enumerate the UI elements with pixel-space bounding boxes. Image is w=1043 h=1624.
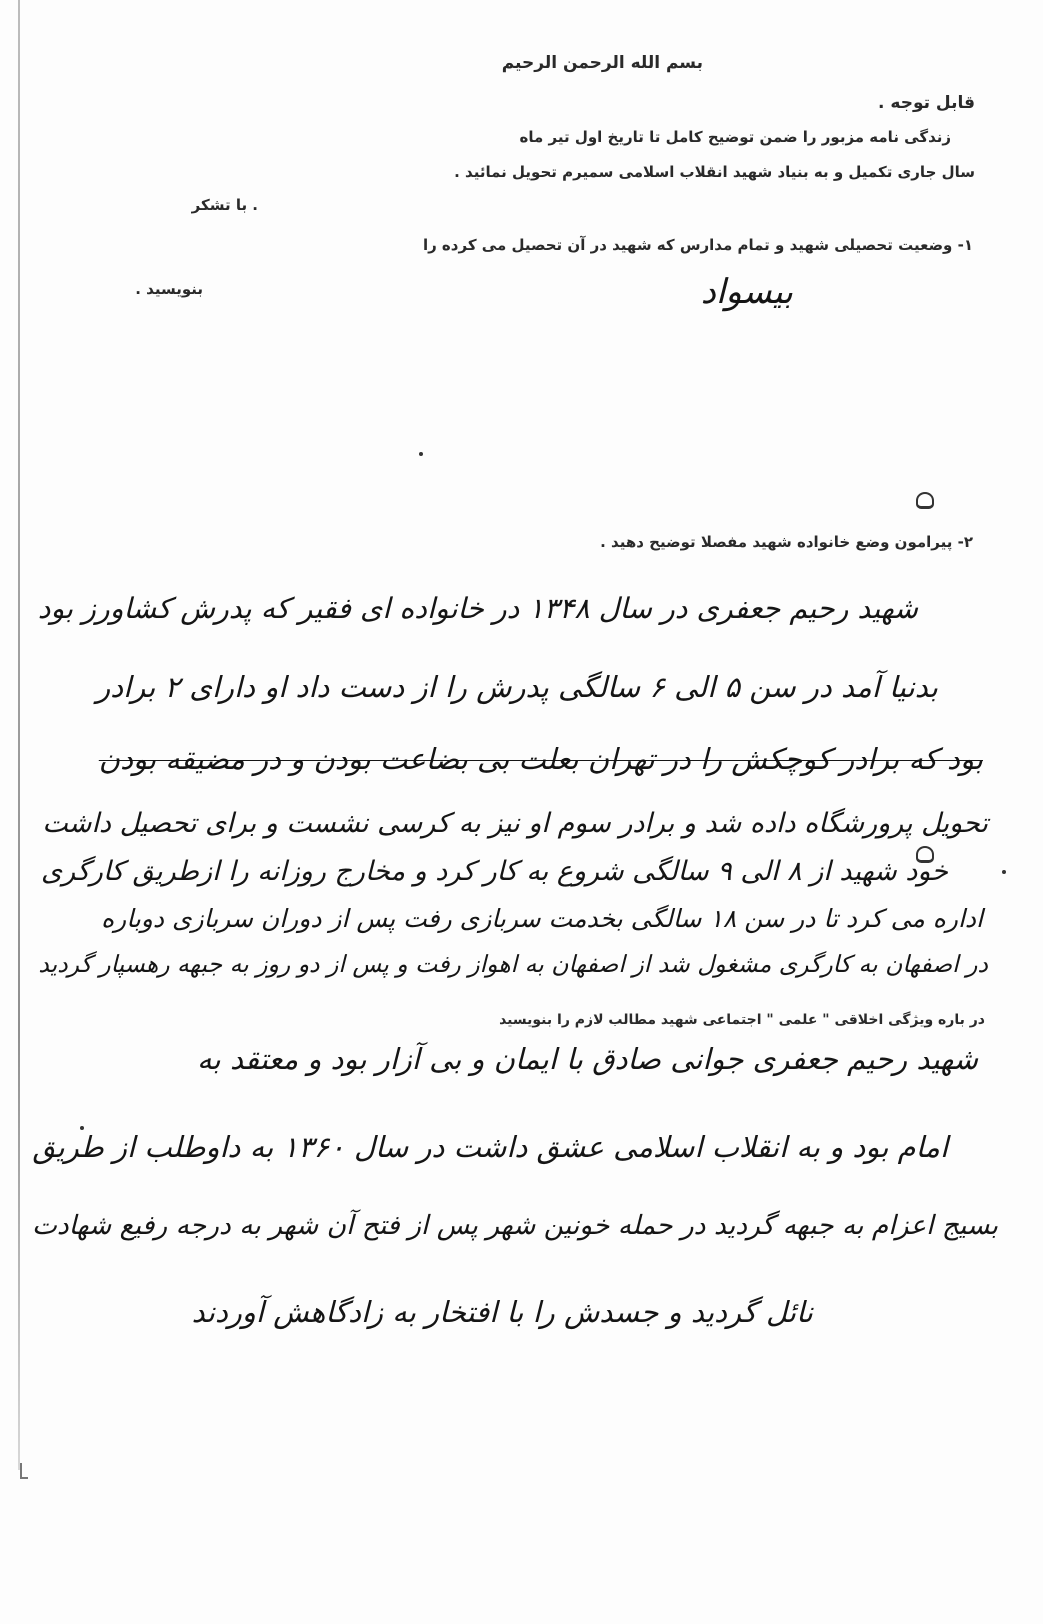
question-3-text: در باره ویژگی اخلاقی " علمی " اجتماعی شهید مطالب لازم را بنویسید [499, 1012, 985, 1028]
question-3-answer-line: نائل گردید و جسدش را با افتخار به زادگاهش آوردند [191, 1295, 813, 1329]
question-2-answer-line: شهید رحیم جعفری در سال ۱۳۴۸ در خانواده ای فقیر که پدرش کشاورز بود [37, 592, 918, 625]
question-3-answer-line: بسیج اعزام به جبهه گردید در حمله خونین شهر پس از فتح آن شهر به درجه رفیع شهادت [31, 1210, 998, 1241]
scan-edge-line [18, 0, 20, 1470]
scan-ring-mark [916, 492, 934, 509]
notice-line-2: سال جاری تکمیل و به بنیاد شهید انقلاب اسلامی سمیرم تحویل نمائید . [454, 163, 975, 181]
notice-thanks: . با تشکر [191, 196, 258, 214]
scan-dot [419, 452, 423, 456]
bismillah-heading: بسم الله الرحمن الرحیم [501, 53, 703, 73]
question-2-answer-line: اداره می کرد تا در سن ۱۸ سالگی بخدمت سربازی رفت پس از دوران سربازی دوباره [101, 904, 983, 933]
question-1-answer: بیسواد [700, 272, 793, 312]
question-1-continuation: بنویسید . [135, 280, 203, 298]
notice-line-1: زندگی نامه مزبور را ضمن توضیح کامل تا تاریخ اول تیر ماه [519, 128, 951, 146]
scan-dot [1002, 870, 1006, 874]
question-2-answer-line: خود شهید از ۸ الی ۹ سالگی شروع به کار کرد و مخارج روزانه را ازطریق کارگری [41, 856, 948, 887]
question-2-answer-line: تحویل پرورشگاه داده شد و برادر سوم او نیز به کرسی نشست و برای تحصیل داشت [42, 808, 988, 839]
question-2-text: ۲- پیرامون وضع خانواده شهید مفصلا توضیح دهید . [600, 533, 973, 551]
question-3-answer-line: امام بود و به انقلاب اسلامی عشق داشت در سال ۱۳۶۰ به داوطلب از طریق [32, 1130, 948, 1164]
notice-title: قابل توجه . [878, 93, 975, 113]
question-2-answer-line: در اصفهان به کارگری مشغول شد از اصفهان به اهواز رفت و پس از دو روز به جبهه رهسپار گردید [38, 950, 988, 978]
scan-dot [80, 1126, 84, 1130]
question-3-answer-line: شهید رحیم جعفری جوانی صادق با ایمان و بی آزار بود و معتقد به [197, 1042, 978, 1076]
question-2-answer-line: بدنیا آمد در سن ۵ الی ۶ سالگی پدرش را از دست داد او دارای ۲ برادر [96, 670, 938, 704]
scan-edge-corner [20, 1463, 28, 1479]
question-2-answer-line: بود که برادر کوچکش را در تهران بعلت بی بضاعت بودن و در مضیقه بودن [98, 742, 983, 776]
question-1-text: ۱- وضعیت تحصیلی شهید و تمام مدارس که شهید در آن تحصیل می کرده را [422, 236, 973, 254]
